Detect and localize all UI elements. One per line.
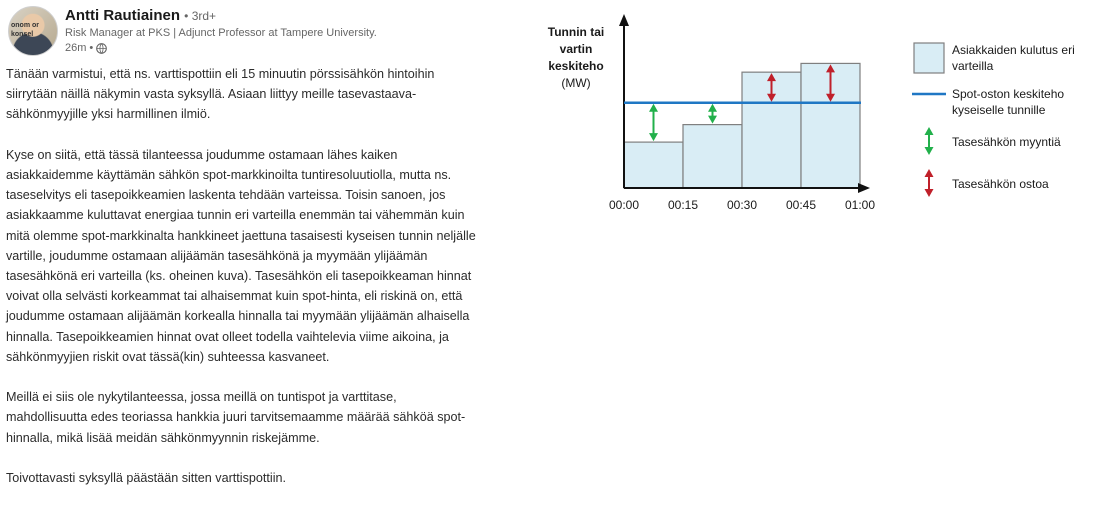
post-paragraph: Kyse on siitä, että tässä tilanteessa joudumme ostamaan lähes kaiken asiakkaidemme käyttämän sähkön spot-markkinoilta tuntiresoluutiolla, mutta ns. taseselvitys eli tasepoikkeamien laskenta tehdään varteissa. Toisin sanoen, jos asiakkaamme kuluttavat energiaa tunnin eri varteilla enemmän tai vähemmän kuin mitä olemme spot-markkinalta hankkineet jaettuna tasaisesti kyseisen tunnin neljälle vartille, joudumme ostamaan alijäämän tasesähkönä ja myymään ylijäämän tasesähkönä eri varteilla (ks. oheinen kuva). Tasesähkön eli tasepoikkeaman hinnat voivat olla selvästi korkeammat tai alhaisemmat kuin spot-hinta, eli riskinä on, että joudumme ostamaan alijäämän korkealla hinnalla tai myymään ylijäämän alhaisella hinnalla. Tasepoikkeamien hinnat ovat olleet todella vaihtelevia viime aikoina, ja sähkönmyyjien riskit ovat tässä(kin) suhteessa kasvaneet. — [6, 147, 476, 364]
legend-label: Tasesähkön ostoa — [952, 177, 1049, 191]
x-tick-label: 00:00 — [608, 198, 640, 212]
y-axis-label: (MW) — [561, 76, 591, 90]
x-tick-label: 00:30 — [726, 198, 758, 212]
post-paragraph: Toivottavasti syksyllä päästään sitten varttispottiin. — [6, 471, 286, 486]
author-name-text[interactable]: Antti Rautiainen — [65, 7, 180, 24]
legend-arrow-head — [925, 127, 934, 135]
legend-arrow-head — [925, 169, 934, 177]
y-axis-label: vartin — [559, 42, 593, 56]
y-axis-label: Tunnin tai — [547, 25, 605, 39]
legend-label: Tasesähkön myyntiä — [952, 135, 1061, 149]
legend-arrow-head — [925, 189, 934, 197]
chart-svg — [540, 0, 1098, 230]
y-axis-arrow — [619, 14, 629, 26]
x-tick-label: 00:45 — [785, 198, 817, 212]
x-axis-arrow — [858, 183, 870, 193]
balance-chart — [540, 0, 1098, 230]
post-meta — [65, 42, 107, 54]
legend-label: varteilla — [952, 59, 994, 73]
consumption-bar — [683, 125, 742, 188]
post-header — [8, 6, 528, 56]
x-tick-label: 00:15 — [667, 198, 699, 212]
meta-dot: • — [89, 42, 94, 54]
consumption-bar — [624, 142, 683, 188]
post-time: 26m — [65, 42, 87, 54]
avatar-text: onom or konsel — [11, 22, 39, 38]
sell-arrow-head — [649, 104, 658, 112]
author-headline: Risk Manager at PKS | Adjunct Professor at Tampere University. — [65, 27, 377, 39]
legend-arrow-head — [925, 147, 934, 155]
avatar[interactable] — [8, 6, 58, 56]
sell-arrow-head — [708, 104, 717, 112]
post-body — [6, 64, 536, 508]
post-paragraph: Meillä ei siis ole nykytilanteessa, jossa meillä on tuntispot ja varttitase, mahdollisuutta edes teoriassa hankkia juuri tarvitsemaamme määrää sähköä spot- hinnalla, mikä lisää meidän sähkönmyynnin riskejämme. — [6, 390, 466, 445]
sell-arrow-head — [649, 133, 658, 141]
globe-icon — [96, 43, 107, 54]
post-paragraph: Tänään varmistui, että ns. varttispottiin eli 15 minuutin pörssisähkön hintoihin siirrytään näillä näkymin vasta syksyllä. Asiaan liittyy meille tasevastaava- sähkönmyyjille yksi harmillinen ilmiö. — [6, 67, 435, 122]
legend-label: Spot-oston keskiteho — [952, 87, 1065, 101]
legend-label: kyseiselle tunnille — [952, 103, 1046, 117]
x-tick-label: 01:00 — [844, 198, 876, 212]
legend-label: Asiakkaiden kulutus eri — [952, 43, 1075, 57]
sell-arrow-head — [708, 116, 717, 124]
legend-bar-swatch — [914, 43, 944, 73]
author-name[interactable] — [65, 7, 216, 24]
y-axis-label: keskiteho — [548, 59, 604, 73]
connection-degree: • 3rd+ — [184, 9, 217, 23]
